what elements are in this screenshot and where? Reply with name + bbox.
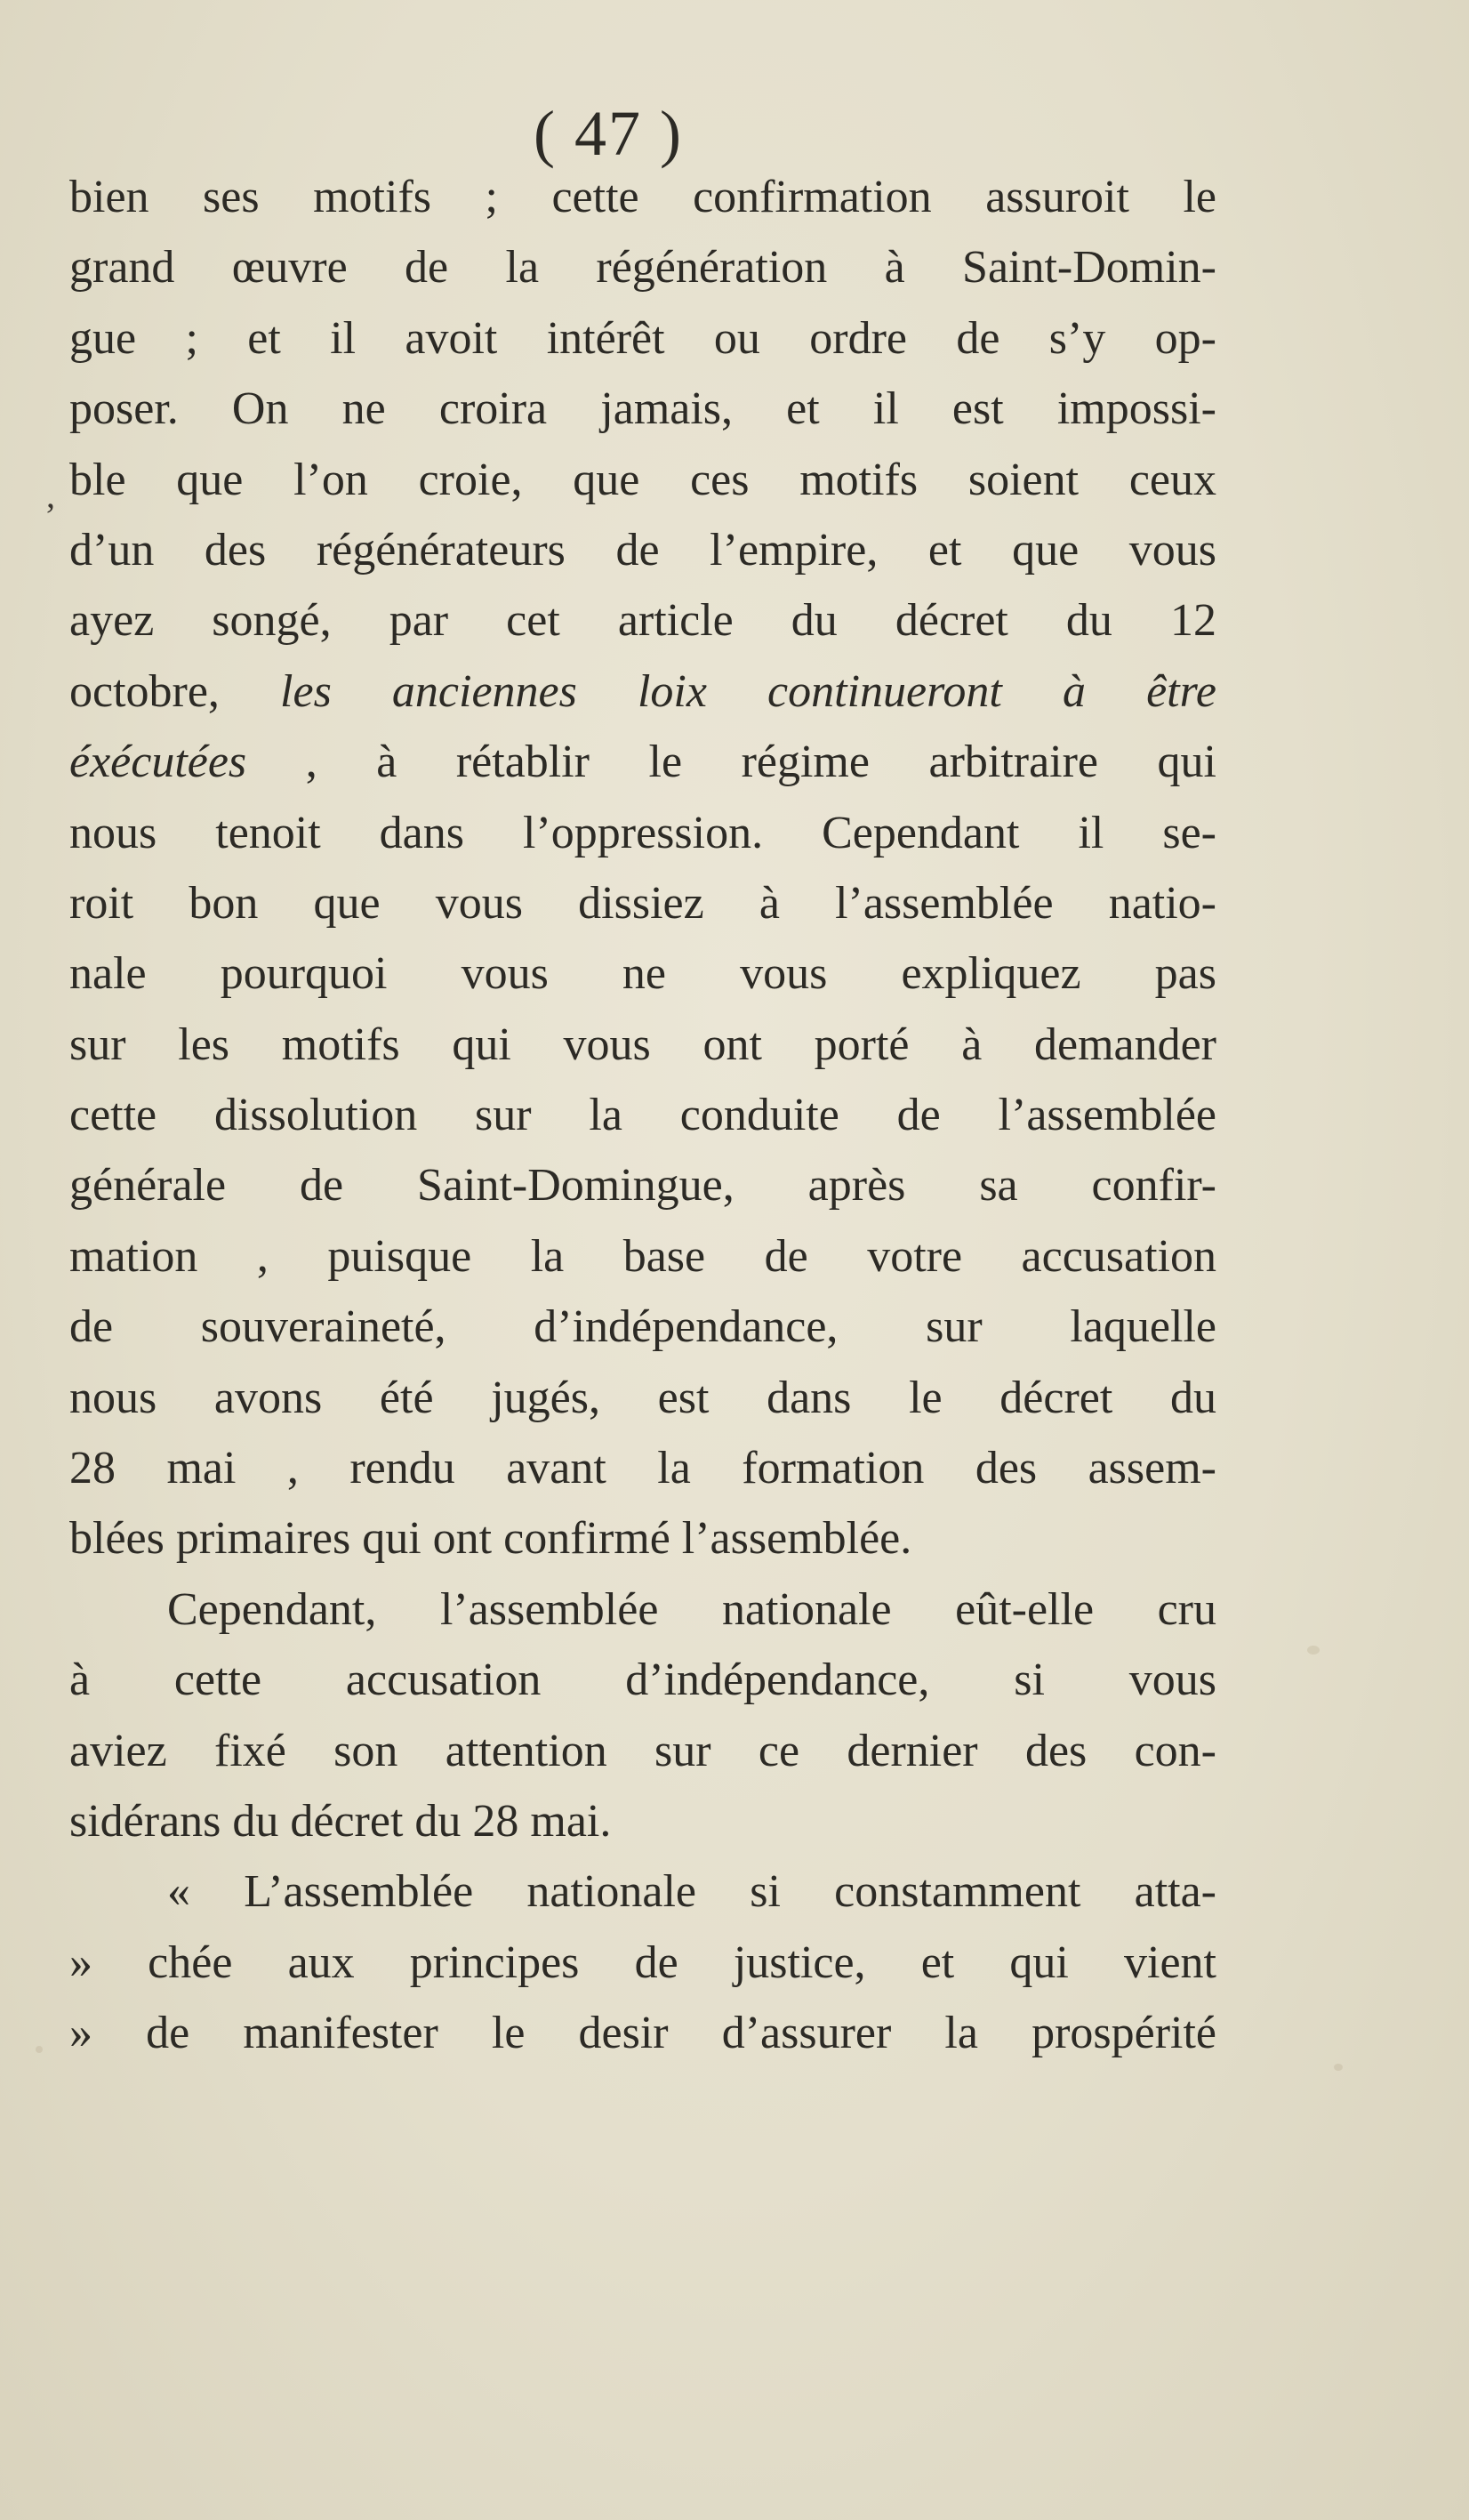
paper-stain: [1334, 2064, 1343, 2071]
text-line: d’un des régénérateurs de l’empire, et que vous: [69, 524, 1216, 576]
margin-mark: ’: [44, 495, 57, 535]
text-line: Cependant, l’assemblée nationale eût-elle cru: [167, 1583, 1216, 1635]
italic-text: éxécutées: [69, 737, 247, 788]
text-line: poser. On ne croira jamais, et il est impossi-: [69, 383, 1216, 435]
text-line: ayez songé, par cet article du décret du 12: [69, 595, 1216, 647]
text-line: aviez fixé son attention sur ce dernier des con-: [69, 1725, 1216, 1776]
text-line: à cette accusation d’indépendance, si vous: [69, 1655, 1216, 1706]
text-line: » de manifester le desir d’assurer la prospérité: [69, 2008, 1216, 2059]
text-line: mation , puisque la base de votre accusation: [69, 1230, 1216, 1282]
text-line: grand œuvre de la régénération à Saint-Domin-: [69, 242, 1216, 294]
text-line: gue ; et il avoit intérêt ou ordre de s’y op-: [69, 312, 1216, 364]
text-line: roit bon que vous dissiez à l’assemblée natio-: [69, 877, 1216, 929]
text-line: nous avons été jugés, est dans le décret du: [69, 1372, 1216, 1423]
text-line: 28 mai , rendu avant la formation des assem-: [69, 1443, 1216, 1494]
line-text: octobre,: [69, 665, 281, 717]
text-line: nale pourquoi vous ne vous expliquez pas: [69, 948, 1216, 1000]
text-line: nous tenoit dans l’oppression. Cependant il se-: [69, 807, 1216, 858]
paper-stain: [36, 2046, 43, 2053]
line-text: , à rétablir le régime arbitraire qui: [246, 737, 1216, 788]
text-line: ble que l’on croie, que ces motifs soient ceux: [69, 454, 1216, 505]
text-line: » chée aux principes de justice, et qui vient: [69, 1936, 1216, 1988]
text-line: générale de Saint-Domingue, après sa confir-: [69, 1160, 1216, 1212]
paper-stain: [1307, 1646, 1320, 1655]
text-line: cette dissolution sur la conduite de l’assemblée: [69, 1090, 1216, 1141]
text-line: « L’assemblée nationale si constamment atta-: [167, 1866, 1216, 1918]
text-line: [69, 727, 1216, 797]
italic-text: les anciennes loix continueront à être: [280, 665, 1216, 717]
text-line: sur les motifs qui vous ont porté à demander: [69, 1018, 1216, 1070]
text-line: [69, 656, 1216, 727]
text-line: bien ses motifs ; cette confirmation assuroit le: [69, 172, 1216, 222]
page-number: ( 47 ): [534, 98, 683, 169]
body-text: [69, 162, 1216, 2069]
text-line: sidérans du décret du 28 mai.: [69, 1795, 612, 1847]
text-line: de souveraineté, d’indépendance, sur laquelle: [69, 1301, 1216, 1353]
text-line: blées primaires qui ont confirmé l’assemblée.: [69, 1513, 912, 1565]
